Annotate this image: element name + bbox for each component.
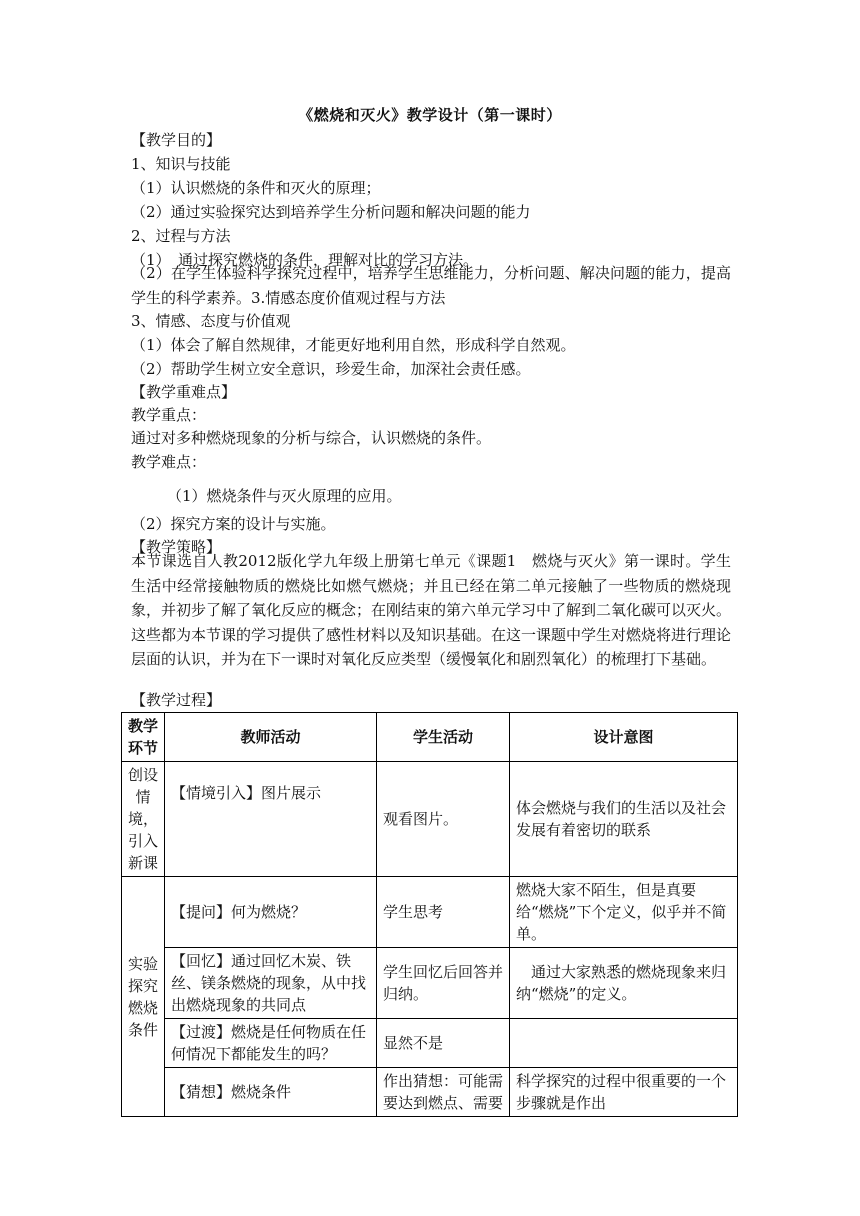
key-points-heading: 【教学重难点】 <box>131 383 237 401</box>
difficulty-item-2: （2）探究方案的设计与实施。 <box>131 515 336 533</box>
strategy-heading: 【教学策略】 <box>131 538 222 556</box>
design-intent-cell: 燃烧大家不陌生，但是真要给“燃烧”下个定义，似乎并不简单。 <box>510 877 738 948</box>
knowledge-item-2: （2）通过实验探究达到培养学生分析问题和解决问题的能力 <box>131 203 531 221</box>
stage-cell: 创设情境，引入新课 <box>122 762 165 877</box>
difficulty-item-1: （1）燃烧条件与灭火原理的应用。 <box>167 487 402 505</box>
table-row <box>122 762 738 877</box>
knowledge-item-1: （1）认识燃烧的条件和灭火的原理； <box>131 179 381 197</box>
teacher-activity-cell: 【情境引入】图片展示 <box>165 762 377 877</box>
student-activity-cell: 显然不是 <box>377 1019 510 1068</box>
table-row <box>122 1019 738 1068</box>
emotion-item-1: （1）体会了解自然规律，才能更好地利用自然，形成科学自然观。 <box>131 336 576 354</box>
student-activity-cell: 作出猜想：可能需要达到燃点、需要 <box>377 1068 510 1117</box>
process-method-heading: 2、过程与方法 <box>131 227 231 245</box>
stage-cell: 实验探究燃烧条件 <box>122 877 165 1117</box>
teaching-process-table <box>121 712 738 1117</box>
column-header-student: 学生活动 <box>377 713 510 762</box>
student-activity-cell: 学生回忆后回答并归纳。 <box>377 948 510 1019</box>
design-intent-cell: 体会燃烧与我们的生活以及社会发展有着密切的联系 <box>510 762 738 877</box>
column-header-stage: 教学环节 <box>122 713 165 762</box>
table-row <box>122 1068 738 1117</box>
strategy-text: 本节课选自人教2012版化学九年级上册第七单元《课题1 燃烧与灭火》第一课时。学生生活中经常接触物质的燃烧比如燃气燃烧；并且已经在第二单元接触了一些物质的燃烧现象，并初步了解了氧化反应的概念；在刚结束的第六单元学习中了解到二氧化碳可以灭火。这些都为本节课的学习提供了感性材料以及知识基础。在这一课题中学生对燃烧将进行理论层面的认识，并为在下一课时对氧化反应类型（缓慢氧化和剧烈氧化）的梳理打下基础。 <box>131 552 732 668</box>
table-header-row <box>122 713 738 762</box>
student-activity-cell: 学生思考 <box>377 877 510 948</box>
page-title: 《燃烧和灭火》教学设计（第一课时） <box>298 106 562 124</box>
emotion-item-2: （2）帮助学生树立安全意识，珍爱生命，加深社会责任感。 <box>131 360 531 378</box>
teacher-activity-cell: 【猜想】燃烧条件 <box>165 1068 377 1117</box>
emotion-heading: 3、情感、态度与价值观 <box>131 312 291 330</box>
teacher-activity-cell: 【过渡】燃烧是任何物质在任何情况下都能发生的吗？ <box>165 1019 377 1068</box>
process-heading: 【教学过程】 <box>131 691 222 709</box>
teacher-activity-cell: 【回忆】通过回忆木炭、铁丝、镁条燃烧的现象，从中找出燃烧现象的共同点 <box>165 948 377 1019</box>
table-row <box>122 948 738 1019</box>
objectives-heading: 【教学目的】 <box>131 131 222 149</box>
process-method-item-1: （1） 通过探究燃烧的条件，理解对比的学习方法。 <box>131 251 479 269</box>
table-row <box>122 877 738 948</box>
design-intent-cell: 通过大家熟悉的燃烧现象来归纳“燃烧”的定义。 <box>510 948 738 1019</box>
design-intent-cell: 科学探究的过程中很重要的一个步骤就是作出 <box>510 1068 738 1117</box>
student-activity-cell: 观看图片。 <box>377 762 510 877</box>
knowledge-heading: 1、知识与技能 <box>131 155 231 173</box>
column-header-teacher: 教师活动 <box>165 713 377 762</box>
teacher-activity-cell: 【提问】何为燃烧？ <box>165 877 377 948</box>
process-method-item-2: （2）在学生体验科学探究过程中，培养学生思维能力，分析问题、解决问题的能力，提高学生的科学素养。3.情感态度价值观过程与方法 <box>131 264 731 307</box>
focus-text: 通过对多种燃烧现象的分析与综合，认识燃烧的条件。 <box>131 429 492 447</box>
column-header-intent: 设计意图 <box>510 713 738 762</box>
difficulty-label: 教学难点： <box>131 453 207 471</box>
focus-label: 教学重点： <box>131 406 207 424</box>
design-intent-cell <box>510 1019 738 1068</box>
